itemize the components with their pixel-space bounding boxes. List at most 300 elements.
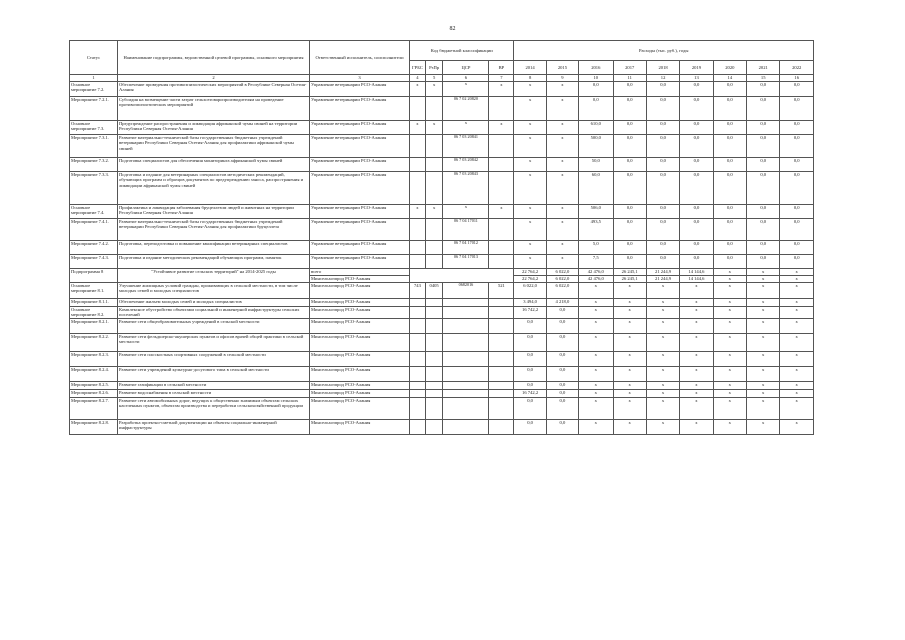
row-value: x: [613, 420, 646, 435]
row-value: x: [646, 307, 679, 319]
row-value: x: [646, 319, 679, 334]
subprogram-value: 14 144,6: [680, 269, 713, 276]
row-value: x: [646, 352, 679, 367]
row-value: 0,0: [680, 255, 713, 269]
row-value: x: [514, 135, 546, 158]
row-value: 610,0: [579, 121, 613, 135]
row-grbs: x: [410, 82, 426, 97]
row-name: Развитие сети плоскостных спортивных сооружений в сельской местности: [117, 352, 309, 367]
subprogram-value: 6 022,0: [546, 276, 578, 283]
row-name: Развитие материально-технической базы государственных бюджетных учреждений ветеринарии Республики Северная Осетия-Алания для профилактики бруцеллеза: [117, 219, 309, 241]
row-value: x: [579, 390, 613, 398]
row-value: 0,0: [680, 219, 713, 241]
row-status: Основное мероприятие 7.3.: [70, 121, 118, 135]
subprogram-row: [70, 269, 814, 276]
row-value: x: [613, 390, 646, 398]
row-executor: Минсельхозпрод РСО-Алания: [309, 367, 409, 382]
row-executor: Управление ветеринарии РСО-Алания: [309, 255, 409, 269]
row-value: x: [613, 382, 646, 390]
row-rzpr: 0405: [425, 283, 443, 299]
row-executor: Минсельхозпрод РСО-Алания: [309, 307, 409, 319]
row-vr: [489, 158, 514, 172]
row-value: x: [579, 382, 613, 390]
row-csr: [443, 319, 489, 334]
subprogram-value: 21 244,9: [646, 276, 679, 283]
subprogram-value: x: [747, 276, 780, 283]
column-number: 8: [514, 75, 546, 82]
row-executor: Управление ветеринарии РСО-Алания: [309, 82, 409, 97]
row-value: x: [713, 299, 746, 307]
row-value: x: [713, 398, 746, 420]
row-value: x: [579, 319, 613, 334]
row-value: x: [680, 382, 713, 390]
row-grbs: [410, 334, 426, 352]
row-value: x: [713, 420, 746, 435]
header-code-3: ВР: [489, 61, 514, 75]
row-value: x: [747, 334, 780, 352]
row-executor: Управление ветеринарии РСО-Алания: [309, 219, 409, 241]
row-value: x: [546, 121, 578, 135]
subprogram-value: x: [780, 269, 814, 276]
table-row: [70, 390, 814, 398]
row-value: x: [747, 352, 780, 367]
header-year-2015: 2015: [546, 61, 578, 75]
subprogram-executor: всего: [309, 269, 409, 276]
row-csr: [443, 390, 489, 398]
row-value: x: [579, 307, 613, 319]
row-status: Основное мероприятие 7.4.: [70, 205, 118, 219]
row-vr: [489, 398, 514, 420]
row-value: 0,0: [546, 307, 578, 319]
subprogram-value: 42 476,0: [579, 276, 613, 283]
subprogram-value: 6 022,0: [546, 269, 578, 276]
row-value: 0,0: [514, 398, 546, 420]
row-value: x: [780, 390, 814, 398]
row-grbs: x: [410, 205, 426, 219]
row-csr: [443, 398, 489, 420]
row-value: 0,0: [579, 82, 613, 97]
header-year-2021: 2021: [747, 61, 780, 75]
row-status: Мероприятие 8.2.4.: [70, 367, 118, 382]
row-value: 0,0: [646, 172, 679, 205]
row-value: x: [713, 319, 746, 334]
row-grbs: [410, 390, 426, 398]
row-value: 0,0: [680, 241, 713, 255]
page-number: 82: [449, 26, 456, 32]
column-number: 12: [646, 75, 679, 82]
row-rzpr: [425, 382, 443, 390]
row-value: 0,0: [613, 241, 646, 255]
row-name: Предупреждение распространения и ликвидация африканской чумы свиней на территории Республики Северная Осетия-Алания: [117, 121, 309, 135]
row-value: 0,0: [680, 135, 713, 158]
header-status: Статус: [70, 41, 118, 75]
row-value: x: [680, 283, 713, 299]
row-value: 0,0: [546, 367, 578, 382]
row-value: 0,0: [514, 319, 546, 334]
row-vr: [489, 241, 514, 255]
row-value: 0,0: [747, 219, 780, 241]
row-value: 0,0: [747, 97, 780, 121]
row-value: 0,0: [747, 205, 780, 219]
row-value: 0,0: [514, 382, 546, 390]
column-number: 3: [309, 75, 409, 82]
table-row: [70, 82, 814, 97]
row-value: 0,0: [747, 82, 780, 97]
row-value: x: [546, 97, 578, 121]
row-csr: [443, 382, 489, 390]
row-rzpr: [425, 319, 443, 334]
row-value: x: [579, 283, 613, 299]
row-value: 0,0: [713, 97, 746, 121]
row-value: x: [780, 352, 814, 367]
row-status: Мероприятие 8.2.3.: [70, 352, 118, 367]
row-value: 0,0: [613, 205, 646, 219]
row-value: x: [646, 398, 679, 420]
row-csr: [443, 352, 489, 367]
row-status: Мероприятие 7.4.3.: [70, 255, 118, 269]
header-code-2: ЦСР: [443, 61, 489, 75]
row-value: 0,0: [514, 334, 546, 352]
row-value: x: [546, 82, 578, 97]
row-name: Развитие газификации в сельской местности: [117, 382, 309, 390]
table-row: [70, 334, 814, 352]
header-code-0: ГРБС: [410, 61, 426, 75]
row-value: 0,0: [780, 158, 814, 172]
row-vr: [489, 307, 514, 319]
row-value: 0,0: [747, 135, 780, 158]
row-value: x: [713, 382, 746, 390]
row-value: x: [680, 420, 713, 435]
row-rzpr: [425, 172, 443, 205]
row-value: x: [747, 398, 780, 420]
row-value: x: [780, 334, 814, 352]
row-csr: x: [443, 121, 489, 135]
row-rzpr: x: [425, 205, 443, 219]
row-csr: 06 7 03 20842: [443, 158, 489, 172]
row-csr: x: [443, 205, 489, 219]
row-value: x: [747, 299, 780, 307]
row-value: x: [514, 172, 546, 205]
row-name: Разработка проектно-сметной документации на объекты социально-инженерной инфраструктуры: [117, 420, 309, 435]
row-grbs: [410, 307, 426, 319]
row-csr: 06 7 04 17011: [443, 219, 489, 241]
row-rzpr: x: [425, 82, 443, 97]
table-row: [70, 255, 814, 269]
row-rzpr: [425, 420, 443, 435]
row-csr: [443, 420, 489, 435]
row-value: 0,0: [713, 205, 746, 219]
table-row: [70, 283, 814, 299]
row-value: x: [613, 283, 646, 299]
row-value: x: [747, 390, 780, 398]
row-value: x: [780, 398, 814, 420]
row-value: x: [579, 299, 613, 307]
row-rzpr: [425, 241, 443, 255]
row-status: Основное мероприятие 7.2.: [70, 82, 118, 97]
row-vr: [489, 352, 514, 367]
row-value: x: [646, 334, 679, 352]
row-value: 0,0: [613, 255, 646, 269]
row-value: x: [514, 97, 546, 121]
row-value: 4 218,0: [546, 299, 578, 307]
row-value: x: [646, 420, 679, 435]
row-vr: [489, 135, 514, 158]
row-grbs: [410, 319, 426, 334]
row-vr: x: [489, 82, 514, 97]
header-executor: Ответственный исполнитель, соисполнители: [309, 41, 409, 75]
row-value: 0,0: [646, 205, 679, 219]
row-value: 0,0: [747, 121, 780, 135]
row-value: x: [780, 420, 814, 435]
column-number: 1: [70, 75, 118, 82]
row-grbs: 743: [410, 283, 426, 299]
row-value: x: [546, 219, 578, 241]
row-status: Основное мероприятие 8.2.: [70, 307, 118, 319]
row-value: 0,0: [713, 121, 746, 135]
column-number: 10: [579, 75, 613, 82]
row-value: 493,5: [579, 219, 613, 241]
row-value: 0,0: [546, 319, 578, 334]
row-name: Подготовка, переподготовка и повышение квалификации ветеринарных специалистов: [117, 241, 309, 255]
row-name: Развитие сети автомобильных дорог, ведущих к общественно значимым объектам сельских населенных пунктов, объектам производства и переработки сельскохозяйственной продукции: [117, 398, 309, 420]
row-value: 0,0: [780, 97, 814, 121]
header-year-2014: 2014: [514, 61, 546, 75]
column-number: 7: [489, 75, 514, 82]
row-status: Основное мероприятие 8.1.: [70, 283, 118, 299]
row-name: Подготовка специалистов для обеспечения мониторинга африканской чумы свиней: [117, 158, 309, 172]
row-executor: Минсельхозпрод РСО-Алания: [309, 390, 409, 398]
row-value: 0,0: [646, 121, 679, 135]
row-value: x: [780, 283, 814, 299]
row-rzpr: [425, 135, 443, 158]
row-value: 0,0: [546, 390, 578, 398]
row-executor: Управление ветеринарии РСО-Алания: [309, 172, 409, 205]
row-executor: Управление ветеринарии РСО-Алания: [309, 121, 409, 135]
row-vr: [489, 390, 514, 398]
row-value: x: [780, 299, 814, 307]
row-executor: Управление ветеринарии РСО-Алания: [309, 97, 409, 121]
row-rzpr: [425, 334, 443, 352]
subprogram-value: 14 144,6: [680, 276, 713, 283]
header-code-1: РзПр: [425, 61, 443, 75]
row-value: 0,0: [747, 172, 780, 205]
table-row: [70, 420, 814, 435]
row-value: x: [546, 135, 578, 158]
row-status: Мероприятие 7.4.2.: [70, 241, 118, 255]
header-year-2017: 2017: [613, 61, 646, 75]
row-value: 0,0: [780, 219, 814, 241]
row-csr: [443, 334, 489, 352]
subprogram-value: x: [713, 269, 746, 276]
row-value: 0,0: [613, 97, 646, 121]
row-value: 0,0: [780, 121, 814, 135]
row-value: 0,0: [713, 255, 746, 269]
row-value: x: [546, 241, 578, 255]
row-value: 0,0: [613, 158, 646, 172]
row-value: x: [613, 352, 646, 367]
subprogram-value: x: [780, 276, 814, 283]
table-row: [70, 307, 814, 319]
row-grbs: [410, 135, 426, 158]
column-number: 2: [117, 75, 309, 82]
row-value: 0,0: [646, 97, 679, 121]
row-name: Субсидия на возмещение части затрат сельхозтоваропроизводителям на проведение противоэпизоотических мероприятий: [117, 97, 309, 121]
row-executor: Управление ветеринарии РСО-Алания: [309, 241, 409, 255]
row-value: 0,0: [546, 334, 578, 352]
row-csr: x: [443, 82, 489, 97]
row-status: Мероприятие 8.2.1.: [70, 319, 118, 334]
table-row: [70, 219, 814, 241]
row-value: x: [680, 352, 713, 367]
row-value: 60,0: [579, 172, 613, 205]
row-grbs: [410, 172, 426, 205]
row-csr: 06 7 04 17012: [443, 241, 489, 255]
row-value: 0,0: [613, 82, 646, 97]
row-status: Мероприятие 8.2.6.: [70, 390, 118, 398]
row-rzpr: [425, 352, 443, 367]
row-value: 16 742,2: [514, 307, 546, 319]
row-rzpr: [425, 398, 443, 420]
header-year-2016: 2016: [579, 61, 613, 75]
row-status: Мероприятие 8.2.2.: [70, 334, 118, 352]
row-value: 0,0: [613, 121, 646, 135]
row-value: 0,0: [713, 241, 746, 255]
row-value: x: [613, 367, 646, 382]
row-csr: 0682016: [443, 283, 489, 299]
table-row: [70, 121, 814, 135]
row-value: x: [747, 307, 780, 319]
table-row: [70, 352, 814, 367]
row-value: x: [514, 219, 546, 241]
row-value: 0,0: [713, 172, 746, 205]
row-value: x: [646, 299, 679, 307]
header-year-2019: 2019: [680, 61, 713, 75]
row-status: Мероприятие 8.2.5.: [70, 382, 118, 390]
row-value: 0,0: [646, 158, 679, 172]
header-spend-group: Расходы (тыс. руб.), годы: [514, 41, 814, 61]
column-number: 4: [410, 75, 426, 82]
row-value: x: [713, 352, 746, 367]
row-value: x: [780, 307, 814, 319]
row-value: 0,0: [680, 158, 713, 172]
row-value: x: [680, 398, 713, 420]
row-value: 3 494,0: [514, 299, 546, 307]
row-value: x: [613, 319, 646, 334]
row-value: 0,0: [747, 241, 780, 255]
row-rzpr: [425, 255, 443, 269]
row-grbs: [410, 420, 426, 435]
row-value: x: [613, 398, 646, 420]
header-year-2020: 2020: [713, 61, 746, 75]
row-vr: 521: [489, 283, 514, 299]
row-grbs: [410, 398, 426, 420]
row-value: 0,0: [713, 82, 746, 97]
row-csr: [443, 367, 489, 382]
row-value: x: [613, 299, 646, 307]
subprogram-value: 22 764,2: [514, 269, 546, 276]
header-year-2018: 2018: [646, 61, 679, 75]
row-value: 16 742,2: [514, 390, 546, 398]
row-vr: [489, 382, 514, 390]
row-executor: Минсельхозпрод РСО-Алания: [309, 299, 409, 307]
row-value: 506,0: [579, 205, 613, 219]
row-grbs: [410, 382, 426, 390]
row-vr: [489, 334, 514, 352]
row-rzpr: [425, 158, 443, 172]
row-grbs: [410, 241, 426, 255]
row-executor: Минсельхозпрод РСО-Алания: [309, 319, 409, 334]
row-name: Развитие водоснабжения в сельской местности: [117, 390, 309, 398]
table-row: [70, 97, 814, 121]
row-name: Обеспечение жильем молодых семей и молодых специалистов: [117, 299, 309, 307]
row-value: 0,0: [713, 135, 746, 158]
row-value: x: [514, 158, 546, 172]
row-status: Мероприятие 8.1.1.: [70, 299, 118, 307]
row-value: x: [546, 205, 578, 219]
subprogram-status: Подпрограмма 8: [70, 269, 118, 283]
column-number: 16: [780, 75, 814, 82]
column-number: 9: [546, 75, 578, 82]
table-row: [70, 158, 814, 172]
row-name: Развитие сети фельдшерско-акушерских пунктов и офисов врачей общей практики в сельской местности: [117, 334, 309, 352]
table-row: [70, 241, 814, 255]
row-grbs: [410, 352, 426, 367]
row-value: x: [780, 319, 814, 334]
row-value: 0,0: [680, 205, 713, 219]
row-grbs: [410, 367, 426, 382]
row-vr: [489, 299, 514, 307]
row-name: Подготовка и издание методических рекомендаций обучающих программ, памяток: [117, 255, 309, 269]
row-value: x: [680, 367, 713, 382]
row-name: Улучшение жилищных условий граждан, проживающих в сельской местности, в том числе молодых семей и молодых специалистов: [117, 283, 309, 299]
row-value: 0,0: [780, 205, 814, 219]
row-value: 0,0: [514, 367, 546, 382]
row-value: 500,0: [579, 135, 613, 158]
table-row: [70, 367, 814, 382]
row-value: x: [613, 307, 646, 319]
row-value: x: [613, 334, 646, 352]
row-value: x: [747, 283, 780, 299]
row-vr: [489, 97, 514, 121]
row-value: x: [579, 420, 613, 435]
row-value: x: [646, 382, 679, 390]
row-value: x: [680, 307, 713, 319]
row-value: x: [646, 283, 679, 299]
row-value: 0,0: [713, 219, 746, 241]
row-value: 6 022,0: [514, 283, 546, 299]
row-grbs: [410, 299, 426, 307]
row-status: Мероприятие 7.4.1.: [70, 219, 118, 241]
row-value: x: [646, 367, 679, 382]
row-value: x: [680, 390, 713, 398]
empty-code-cell: [410, 269, 514, 283]
row-value: x: [514, 82, 546, 97]
row-rzpr: [425, 299, 443, 307]
row-rzpr: [425, 219, 443, 241]
row-value: 0,0: [646, 82, 679, 97]
row-value: 0,0: [546, 352, 578, 367]
row-vr: [489, 255, 514, 269]
row-name: Развитие сети учреждений культурно-досугового типа в сельской местности: [117, 367, 309, 382]
row-rzpr: [425, 97, 443, 121]
row-value: 0,0: [680, 121, 713, 135]
row-value: 0,0: [680, 82, 713, 97]
row-value: 0,0: [780, 241, 814, 255]
row-value: x: [514, 255, 546, 269]
subprogram-name: "Устойчивое развитие сельских территорий" на 2014-2025 годы: [117, 269, 309, 283]
subprogram-value: 26 245,1: [613, 269, 646, 276]
row-value: x: [680, 334, 713, 352]
